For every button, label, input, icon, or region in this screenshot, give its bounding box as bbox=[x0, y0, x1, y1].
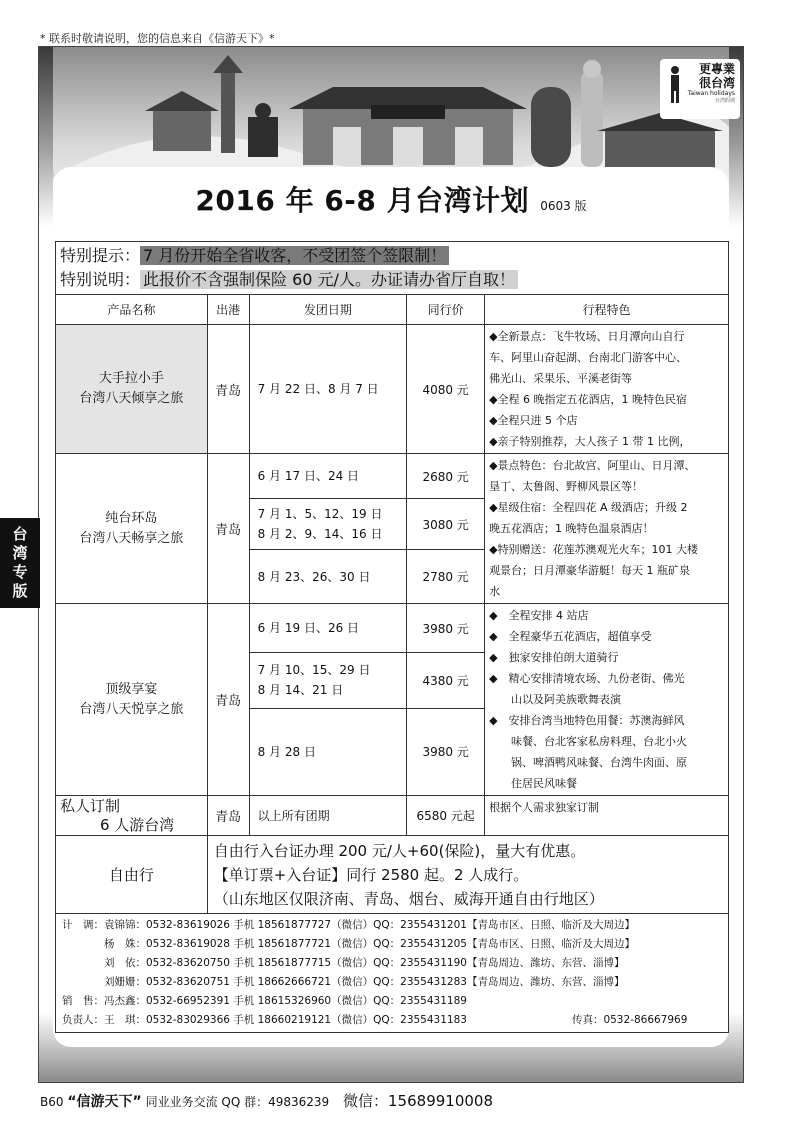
list-item: 刘 依：0532-83620750 手机 18561877715（微信）QQ：2355431190【青岛周边、潍坊、东营、淄博】 bbox=[62, 957, 625, 969]
departure-date: 8 月 28 日 bbox=[249, 708, 407, 795]
itinerary-features: 根据个人需求独家订制 bbox=[485, 796, 729, 836]
price: 2780 元 bbox=[407, 550, 485, 604]
departure-date: 7 月 10、15、29 日 8 月 14、21 日 bbox=[249, 653, 407, 708]
departure-date: 以上所有团期 bbox=[249, 796, 407, 836]
product-name: 大手拉小手 台湾八天倾享之旅 bbox=[56, 325, 208, 454]
price: 2680 元 bbox=[407, 454, 485, 499]
price: 6580 元起 bbox=[407, 796, 485, 836]
qq-group: 同业业务交流 QQ 群：49836239 bbox=[145, 1095, 330, 1109]
contacts-row bbox=[56, 914, 729, 1033]
price: 3980 元 bbox=[407, 708, 485, 795]
price: 3980 元 bbox=[407, 604, 485, 653]
price: 3080 元 bbox=[407, 499, 485, 550]
list-item: 刘姗姗：0532-83620751 手机 18662666721（微信）QQ：2355431283【青岛周边、潍坊、东营、淄博】 bbox=[62, 976, 625, 988]
notice-box bbox=[56, 242, 729, 295]
statement-highlight: 此报价不含强制保险 60 元/人。办证请办省厅自取！ bbox=[140, 270, 518, 289]
departure-port: 青岛 bbox=[207, 325, 249, 454]
itinerary-features: ◆ 全程安排 4 站店 ◆ 全程豪华五花酒店，超值享受 ◆ 独家安排伯朗大道骑行 ◆ 精心安排清境农场、九份老街、佛光 山以及阿美族歌舞表演 ◆ 安排台湾当地特色用餐：苏澳海鲜风 味餐、台北客家私房料理、台北小火 锅、啤酒鸭风味餐、台湾牛肉面、原 住居民风味餐 bbox=[485, 604, 729, 796]
table-row bbox=[56, 325, 729, 454]
departure-port: 青岛 bbox=[207, 454, 249, 604]
logo-line-1: 更專業 bbox=[698, 62, 735, 76]
taiwan-holidays-logo bbox=[660, 59, 740, 119]
free-travel-details: 自由行入台证办理 200 元/人+60(保险)，量大有优惠。 【单订票+入台证】同行 2580 起。2 人成行。 （山东地区仅限济南、青岛、烟台、威海开通自由行地区） bbox=[207, 836, 728, 914]
header-port: 出港 bbox=[207, 295, 249, 325]
page-frame bbox=[38, 46, 744, 1083]
header-product: 产品名称 bbox=[56, 295, 208, 325]
wechat-id: 微信：15689910008 bbox=[343, 1092, 493, 1110]
figure-icon bbox=[666, 65, 684, 105]
list-item: 负责人：王 琪：0532-83029366 手机 18660219121（微信）QQ：2355431183 传真：0532-86667969 bbox=[62, 1014, 688, 1026]
itinerary-features: ◆全新景点：飞牛牧场、日月潭向山自行 车、阿里山奋起湖、台南北门游客中心、 佛光山、采果乐、平溪老街等 ◆全程 6 晚指定五花酒店，1 晚特色民宿 ◆全程只进 5 个店 ◆亲子特别推荐，大人孩子 1 带 1 比例， bbox=[485, 325, 729, 454]
special-statement: 特别说明： 此报价不含强制保险 60 元/人。办证请办省厅自取！ bbox=[60, 268, 724, 292]
product-name: 纯台环岛 台湾八天畅享之旅 bbox=[56, 454, 208, 604]
side-tab-taiwan: 台 湾 专 版 bbox=[0, 518, 40, 608]
table-row bbox=[56, 454, 729, 499]
tour-price-table bbox=[55, 241, 729, 1033]
table-row bbox=[56, 604, 729, 653]
content-panel bbox=[53, 167, 729, 1047]
list-item: 销 售：冯杰鑫：0532-66952391 手机 18615326960（微信）QQ：2355431189 bbox=[62, 995, 467, 1007]
logo-line-2: 很台湾 bbox=[698, 76, 735, 90]
page-title bbox=[53, 179, 729, 219]
title-text: 2016 年 6-8 月台湾计划 bbox=[195, 184, 530, 217]
notice-highlight: 7 月份开始全省收客，不受团签个签限制！ bbox=[140, 246, 449, 265]
departure-date: 6 月 19 日、26 日 bbox=[249, 604, 407, 653]
departure-port: 青岛 bbox=[207, 604, 249, 796]
version-label: 0603 版 bbox=[540, 199, 587, 213]
top-note: * 联系时敬请说明，您的信息来自《信游天下》* bbox=[40, 32, 275, 45]
table-row bbox=[56, 796, 729, 836]
table-header bbox=[56, 295, 729, 325]
product-name: 自由行 bbox=[56, 836, 208, 914]
header-dates: 发团日期 bbox=[249, 295, 407, 325]
logo-line-3: Taiwan holidays bbox=[687, 90, 735, 97]
departure-date: 7 月 1、5、12、19 日 8 月 2、9、14、16 日 bbox=[249, 499, 407, 550]
list-item: 杨 姝：0532-83619028 手机 18561877721（微信）QQ：2355431205【青岛市区、日照、临沂及大周边】 bbox=[62, 938, 635, 950]
product-name: 私人订制 6 人游台湾 bbox=[56, 796, 208, 836]
table-row bbox=[56, 836, 729, 914]
list-item: 计 调：袁锦锦：0532-83619026 手机 18561877727（微信）QQ：2355431201【青岛市区、日照、临沂及大周边】 bbox=[62, 919, 635, 931]
itinerary-features: ◆景点特色：台北故宫、阿里山、日月潭、 垦丁、太鲁阁、野柳风景区等！ ◆星级住宿：全程四花 A 级酒店；升级 2 晚五花酒店；1 晚特色温泉酒店！ ◆特别赠送：花莲苏澳观光火车；101 大楼 观景台；日月潭豪华游艇！每天 1 瓶矿泉 水 bbox=[485, 454, 729, 604]
product-name: 顶级享宴 台湾八天悦享之旅 bbox=[56, 604, 208, 796]
brand-name: “信游天下” bbox=[67, 1094, 142, 1110]
header-features: 行程特色 bbox=[485, 295, 729, 325]
footer bbox=[40, 1090, 493, 1111]
price: 4380 元 bbox=[407, 653, 485, 708]
header-price: 同行价 bbox=[407, 295, 485, 325]
departure-date: 7 月 22 日、8 月 7 日 bbox=[249, 325, 407, 454]
departure-port: 青岛 bbox=[207, 796, 249, 836]
contact-list bbox=[56, 914, 729, 1033]
departure-date: 6 月 17 日、24 日 bbox=[249, 454, 407, 499]
special-notice: 特别提示： 7 月份开始全省收客，不受团签个签限制！ bbox=[60, 244, 724, 268]
page-number: B60 bbox=[40, 1095, 64, 1109]
departure-date: 8 月 23、26、30 日 bbox=[249, 550, 407, 604]
price: 4080 元 bbox=[407, 325, 485, 454]
logo-line-4: 台湾假期 bbox=[714, 98, 735, 104]
